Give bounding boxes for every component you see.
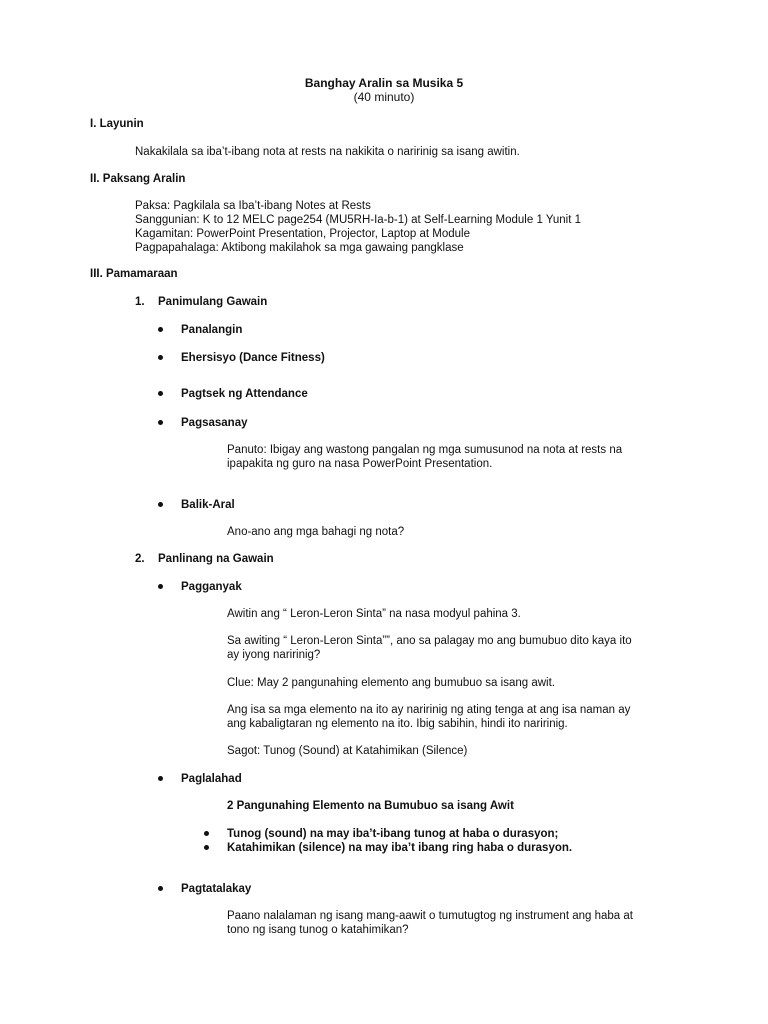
list-item-pagganyak: Pagganyak bbox=[181, 581, 242, 593]
list-item-pagsasanay: Pagsasanay bbox=[181, 417, 248, 429]
bullet-icon bbox=[158, 584, 163, 589]
bullet-icon bbox=[204, 831, 209, 836]
step-title-panlinang-na-gawain: Panlinang na Gawain bbox=[158, 553, 274, 565]
bullet-icon bbox=[158, 420, 163, 425]
section-heading-layunin: I. Layunin bbox=[90, 118, 144, 130]
pagganyak-line: Sa awiting “ Leron-Leron Sinta””, ano sa palagay mo ang bumubuo dito kaya ito bbox=[227, 635, 632, 647]
bullet-icon bbox=[158, 355, 163, 360]
balik-aral-text: Ano-ano ang mga bahagi ng nota? bbox=[227, 526, 405, 538]
pagganyak-line: ay iyong naririnig? bbox=[227, 649, 321, 661]
pagtatalakay-line: Paano nalalaman ng isang mang-aawit o tumutugtog ng instrument ang haba at bbox=[227, 910, 633, 922]
bullet-icon bbox=[158, 391, 163, 396]
pagganyak-clue: Clue: May 2 pangunahing elemento ang bumubuo sa isang awit. bbox=[227, 677, 555, 689]
pagganyak-line: ang kabaligtaran ng elemento na ito. Ibig sabihin, hindi ito naririnig. bbox=[227, 718, 568, 730]
pagganyak-sagot: Sagot: Tunog (Sound) at Katahimikan (Silence) bbox=[227, 745, 468, 757]
paglalahad-item: Tunog (sound) na may iba’t-ibang tunog at haba o durasyon; bbox=[227, 828, 559, 840]
bullet-icon bbox=[158, 776, 163, 781]
list-item-panalangin: Panalangin bbox=[181, 324, 243, 336]
pagtatalakay-line: tono ng isang tunog o katahimikan? bbox=[227, 924, 409, 936]
list-item-pagtatalakay: Pagtatalakay bbox=[181, 883, 252, 895]
paglalahad-item: Katahimikan (silence) na may iba’t ibang ring haba o durasyon. bbox=[227, 842, 573, 854]
list-item-balik-aral: Balik-Aral bbox=[181, 499, 235, 511]
section-heading-paksang-aralin: II. Paksang Aralin bbox=[90, 173, 186, 185]
list-item-ehersisyo: Ehersisyo (Dance Fitness) bbox=[181, 352, 325, 364]
page-subtitle: (40 minuto) bbox=[353, 90, 415, 104]
bullet-icon bbox=[204, 845, 209, 850]
step-title-panimulang-gawain: Panimulang Gawain bbox=[158, 296, 268, 308]
bullet-icon bbox=[158, 886, 163, 891]
step-number-1: 1. bbox=[135, 296, 145, 308]
pagsasanay-text-line: Panuto: Ibigay ang wastong pangalan ng mga sumusunod na nota at rests na bbox=[227, 444, 623, 456]
pagganyak-line: Awitin ang “ Leron-Leron Sinta” na nasa modyul pahina 3. bbox=[227, 608, 521, 620]
list-item-attendance: Pagtsek ng Attendance bbox=[181, 388, 308, 400]
kagamitan-line: Kagamitan: PowerPoint Presentation, Projector, Laptop at Module bbox=[135, 228, 470, 240]
paksa-line: Paksa: Pagkilala sa Iba’t-ibang Notes at Rests bbox=[135, 200, 371, 212]
pagganyak-line: Ang isa sa mga elemento na ito ay naririnig ng ating tenga at ang isa naman ay bbox=[227, 704, 631, 716]
pagpapahalaga-line: Pagpapahalaga: Aktibong makilahok sa mga gawaing pangklase bbox=[135, 242, 464, 254]
paglalahad-heading: 2 Pangunahing Elemento na Bumubuo sa isang Awit bbox=[227, 800, 514, 812]
layunin-text: Nakakilala sa iba’t-ibang nota at rests na nakikita o naririnig sa isang awitin. bbox=[135, 146, 520, 158]
bullet-icon bbox=[158, 327, 163, 332]
pagsasanay-text-line: ipapakita ng guro na nasa PowerPoint Presentation. bbox=[227, 458, 493, 470]
page-title: Banghay Aralin sa Musika 5 bbox=[304, 76, 464, 90]
sanggunian-line: Sanggunian: K to 12 MELC page254 (MU5RH-Ia-b-1) at Self-Learning Module 1 Yunit 1 bbox=[135, 214, 581, 226]
bullet-icon bbox=[158, 502, 163, 507]
list-item-paglalahad: Paglalahad bbox=[181, 773, 242, 785]
step-number-2: 2. bbox=[135, 553, 145, 565]
section-heading-pamamaraan: III. Pamamaraan bbox=[90, 268, 178, 280]
